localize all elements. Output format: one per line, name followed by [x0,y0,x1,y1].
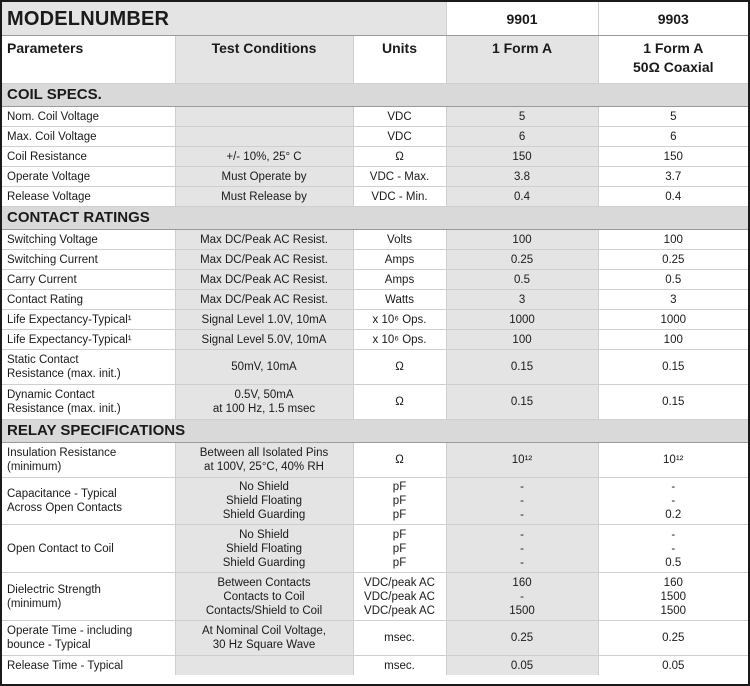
param-cell: Life Expectancy-Typical¹ [2,310,175,330]
param-cell: Release Voltage [2,187,175,207]
param-line: Insulation Resistance [7,447,117,459]
value-9903-cell: 150 [598,147,748,167]
value-line: 160 [512,576,532,589]
model-number-label: MODELNUMBER [2,2,446,36]
units-cell: Ω [353,385,446,420]
col-9903-header-line1: 1 Form A [643,40,704,56]
table-row [2,147,748,167]
value-9901-cell: 100 [446,230,598,250]
value-9903-cell [598,525,748,573]
condition-line: Between all Isolated Pins [199,447,329,459]
units-line: VDC/peak AC [364,590,435,603]
condition-cell [175,385,353,420]
value-line: 1500 [660,604,687,617]
value-9903-cell: 0.15 [598,350,748,385]
param-line: (minimum) [7,597,62,610]
value-9901-cell: 0.25 [446,250,598,270]
value-9901-cell: 3.8 [446,167,598,187]
value-line: - [671,495,676,507]
param-line: Dynamic Contact [7,389,95,401]
units-cell: Amps [353,270,446,290]
condition-line: No Shield [239,481,289,493]
value-line: 1500 [509,604,535,617]
param-cell: Open Contact to Coil [2,525,175,573]
column-header-row [2,36,748,84]
condition-cell [175,478,353,525]
section-relay-specifications [2,420,748,443]
condition-cell: Max DC/Peak AC Resist. [175,290,353,310]
units-cell: Volts [353,230,446,250]
table-row [2,290,748,310]
value-9901-cell: 0.15 [446,385,598,420]
model-9903-header: 9903 [598,2,748,36]
param-line: Operate Time - including [7,625,133,637]
condition-line: Shield Floating [225,495,303,507]
param-line: Dielectric Strength [7,583,101,596]
units-cell [353,525,446,573]
value-line: - [520,509,524,521]
value-9901-cell: 6 [446,127,598,147]
condition-line: At Nominal Coil Voltage, [201,625,326,637]
col-9901-header: 1 Form A [446,36,598,84]
condition-cell: +/- 10%, 25° C [175,147,353,167]
table-row [2,656,748,676]
param-line: Resistance (max. init.) [7,403,121,415]
units-cell: VDC - Max. [353,167,446,187]
param-cell: Switching Voltage [2,230,175,250]
condition-cell: Max DC/Peak AC Resist. [175,270,353,290]
condition-line: Shield Guarding [222,556,306,569]
table-row [2,525,748,573]
condition-line: Shield Floating [225,542,303,555]
value-9903-cell: 100 [598,230,748,250]
value-9903-cell: 3.7 [598,167,748,187]
value-line: - [671,528,676,541]
table-row [2,187,748,207]
condition-line: at 100 Hz, 1.5 msec [212,403,316,415]
condition-line: at 100V, 25°C, 40% RH [204,461,324,473]
condition-line: 0.5V, 50mA [234,389,294,401]
value-9903-cell [598,478,748,525]
param-cell [2,478,175,525]
table-row [2,350,748,385]
value-9903-cell: 0.25 [598,250,748,270]
table-row [2,385,748,420]
units-cell: x 10⁶ Ops. [353,310,446,330]
table-row [2,270,748,290]
value-9903-cell: 0.05 [662,659,685,672]
value-line: - [520,590,524,603]
condition-line: No Shield [239,528,289,541]
table-row [2,478,748,525]
table-row [2,310,748,330]
table-row [2,443,748,478]
specifications-table [2,2,748,675]
condition-line: Shield Guarding [222,509,306,521]
param-cell: Max. Coil Voltage [2,127,175,147]
param-cell: Switching Current [2,250,175,270]
condition-cell: Signal Level 5.0V, 10mA [175,330,353,350]
param-line: Static Contact [7,354,79,366]
condition-cell [175,656,353,676]
section-title: CONTACT RATINGS [2,207,748,230]
param-cell [2,385,175,420]
section-title: COIL SPECS. [2,84,748,107]
value-9901-cell: 5 [446,107,598,127]
param-cell [2,573,175,621]
param-line: Resistance (max. init.) [7,368,121,380]
param-cell: Release Time - Typical [2,656,175,676]
units-cell: msec. [353,656,446,676]
col-9903-header [598,36,748,84]
condition-cell [175,621,353,656]
value-9903-cell [598,573,748,621]
units-line: VDC/peak AC [364,576,435,589]
table-row [2,573,748,621]
value-9901-cell: 3 [446,290,598,310]
condition-cell: Must Operate by [175,167,353,187]
value-line: - [520,528,524,541]
value-9901-cell [446,478,598,525]
param-cell: Carry Current [2,270,175,290]
value-9901-cell [446,525,598,573]
value-9901-cell: 0.4 [446,187,598,207]
units-line: pF [392,495,407,507]
value-line: - [520,556,524,569]
units-cell [353,573,446,621]
condition-cell: Must Release by [175,187,353,207]
value-line: - [671,542,676,555]
value-9901-cell: 0.5 [446,270,598,290]
units-cell: Ω [353,350,446,385]
value-line: 0.5 [665,556,682,569]
table-row [2,330,748,350]
value-9901-cell: 10¹² [446,443,598,478]
units-cell: VDC - Min. [353,187,446,207]
units-line: VDC/peak AC [364,604,435,617]
value-9901-cell: 1000 [446,310,598,330]
condition-cell [175,127,353,147]
value-line: 160 [663,576,683,589]
value-9903-cell: 5 [598,107,748,127]
units-cell: Watts [353,290,446,310]
param-cell [2,443,175,478]
units-line: pF [392,509,407,521]
section-contact-ratings [2,207,748,230]
condition-cell: Max DC/Peak AC Resist. [175,250,353,270]
value-9903-cell: 1000 [598,310,748,330]
param-cell: Operate Voltage [2,167,175,187]
value-9903-cell: 0.15 [598,385,748,420]
units-line: pF [392,528,407,541]
value-line: 0.2 [665,509,682,521]
param-cell [2,350,175,385]
parameters-header: Parameters [2,36,175,84]
units-cell: Ω [353,443,446,478]
value-9903-cell: 6 [598,127,748,147]
value-9901-cell: 100 [446,330,598,350]
units-cell: x 10⁶ Ops. [353,330,446,350]
value-line: - [520,542,524,555]
param-cell: Life Expectancy-Typical¹ [2,330,175,350]
units-cell: msec. [353,621,446,656]
condition-line: Between Contacts [217,576,311,589]
value-9903-cell: 0.4 [598,187,748,207]
units-cell: Amps [353,250,446,270]
condition-cell [175,525,353,573]
value-9903-cell: 0.5 [598,270,748,290]
value-line: 1500 [660,590,687,603]
param-cell: Contact Rating [2,290,175,310]
section-coil-specs [2,84,748,107]
table-row [2,250,748,270]
condition-line: 30 Hz Square Wave [212,639,316,651]
value-9903-cell: 100 [598,330,748,350]
model-9901-header: 9901 [446,2,598,36]
table-row [2,107,748,127]
value-9903-cell: 0.25 [598,621,748,656]
units-cell: VDC [353,127,446,147]
model-number-row [2,2,748,36]
value-9901-cell: 0.25 [446,621,598,656]
condition-cell [175,443,353,478]
condition-cell: 50mV, 10mA [175,350,353,385]
units-line: pF [392,481,407,493]
table-row [2,621,748,656]
table-row [2,127,748,147]
param-line: Across Open Contacts [7,502,123,514]
param-cell [2,621,175,656]
value-9901-cell: 0.15 [446,350,598,385]
table-row [2,230,748,250]
value-9903-cell: 3 [598,290,748,310]
units-line: pF [392,556,407,569]
units-cell: Ω [353,147,446,167]
condition-cell: Max DC/Peak AC Resist. [175,230,353,250]
value-line: - [671,481,676,493]
units-cell [353,478,446,525]
test-conditions-header: Test Conditions [175,36,353,84]
condition-cell [175,107,353,127]
section-title: RELAY SPECIFICATIONS [2,420,748,443]
param-line: Capacitance - Typical [7,488,117,500]
units-cell: VDC [353,107,446,127]
value-9901-cell [446,573,598,621]
param-cell: Coil Resistance [2,147,175,167]
value-9903-cell: 10¹² [598,443,748,478]
param-line: (minimum) [7,461,62,473]
value-line: - [520,495,524,507]
condition-cell: Signal Level 1.0V, 10mA [175,310,353,330]
condition-line: Contacts/Shield to Coil [205,604,323,617]
col-9903-header-line2: 50Ω Coaxial [633,59,714,75]
units-line: pF [392,542,407,555]
param-line: bounce - Typical [7,639,91,651]
condition-cell [175,573,353,621]
condition-line: Contacts to Coil [223,590,305,603]
units-header: Units [353,36,446,84]
value-9901-cell: 0.05 [446,656,598,676]
value-9901-cell: 150 [446,147,598,167]
value-line: - [520,481,524,493]
table-row [2,167,748,187]
param-cell: Nom. Coil Voltage [2,107,175,127]
